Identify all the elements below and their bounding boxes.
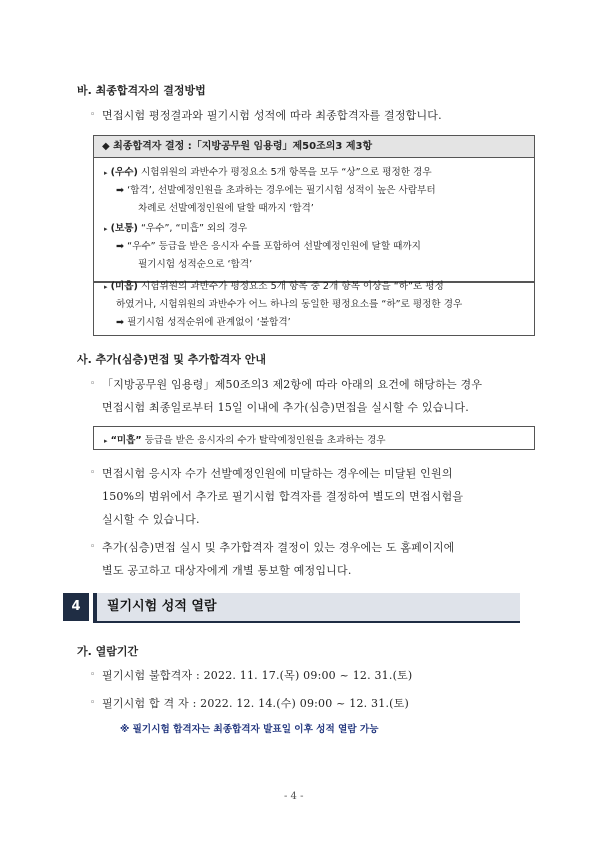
- paragraph-line: 면접시험 최종일로부터 15일 이내에 추가(심층)면접을 실시할 수 있습니다.: [102, 401, 469, 414]
- decision-box: [93, 135, 535, 283]
- triangle-bullet-icon: ▸: [104, 169, 108, 177]
- item-text: “우수”, “미흡” 외의 경우: [137, 223, 248, 234]
- decision-box-lower: [93, 275, 535, 336]
- note-text: ※ 필기시험 합격자는 최종합격자 발표일 이후 성적 열람 가능: [120, 724, 379, 735]
- circle-bullet-icon: ◦: [90, 379, 96, 389]
- sub-text: “우수” 등급을 받은 응시자 수를 포함하여 선발예정인원에 달할 때까지: [127, 241, 421, 252]
- condition-box: [93, 426, 535, 450]
- page-number: - 4 -: [284, 791, 304, 802]
- section-4-header: [63, 593, 520, 621]
- paragraph-line: 추가(심층)면접 실시 및 추가합격자 결정이 있는 경우에는 도 홈페이지에: [102, 541, 455, 554]
- circle-bullet-icon: ◦: [90, 698, 96, 708]
- triangle-bullet-icon: ▸: [104, 283, 108, 291]
- paragraph-text: 면접시험 평정결과와 필기시험 성적에 따라 최종합격자를 결정합니다.: [102, 109, 442, 122]
- section-title-ba: 바. 최종합격자의 결정방법: [77, 84, 206, 97]
- item-poor: [104, 278, 444, 292]
- triangle-bullet-icon: ▸: [104, 225, 108, 233]
- sub-item-cont: 차례로 선발예정인원에 달할 때까지 ‘합격’: [138, 203, 314, 214]
- paragraph-line: 실시할 수 있습니다.: [102, 513, 200, 526]
- paragraph-line: 면접시험 응시자 수가 선발예정인원에 미달하는 경우에는 미달된 인원의: [102, 467, 453, 480]
- item-normal: [104, 220, 247, 234]
- section-title-sa: 사. 추가(심층)면접 및 추가합격자 안내: [77, 353, 266, 366]
- paragraph-line: 150%의 범위에서 추가로 필기시험 합격자를 결정하여 별도의 면접시험을: [102, 490, 464, 503]
- item-excellent: [104, 164, 432, 178]
- paragraph-sa-2: [90, 462, 464, 531]
- paragraph-sa-1: [90, 373, 483, 419]
- arrow-icon: ➡: [116, 185, 125, 196]
- sub-item-cont: 필기시험 성적순으로 ‘합격’: [138, 259, 253, 270]
- triangle-bullet-icon: ▸: [104, 437, 108, 445]
- condition-rest: 등급을 받은 응시자의 수가 탈락예정인원을 초과하는 경우: [141, 435, 386, 446]
- item-poor-cont: 하였거나, 시험위원의 과반수가 어느 하나의 동일한 평정요소를 “하”로 평정한 경우: [116, 299, 463, 310]
- item-text: 시험위원의 과반수가 평정요소 5개 항목 중 2개 항목 이상을 “하”로 평정: [137, 281, 444, 292]
- circle-bullet-icon: ◦: [90, 468, 96, 478]
- section-accent: [93, 593, 97, 621]
- arrow-icon: ➡: [116, 317, 125, 328]
- section-title-ga: 가. 열람기간: [77, 645, 139, 658]
- paragraph-ba: [90, 104, 442, 127]
- paragraph-sa-3: [90, 536, 455, 582]
- period-line-1: [90, 664, 413, 687]
- paragraph-line: 별도 공고하고 대상자에게 개별 통보할 예정입니다.: [102, 564, 352, 577]
- circle-bullet-icon: ◦: [90, 670, 96, 680]
- sub-item: [116, 182, 436, 196]
- period-text: 필기시험 합 격 자 : 2022. 12. 14.(수) 09:00 ~ 12. 31.(토): [102, 697, 409, 710]
- condition-text: [104, 432, 386, 446]
- sub-item: [116, 238, 421, 252]
- paragraph-line: 「지방공무원 임용령」제50조의3 제2항에 따라 아래의 요건에 해당하는 경우: [102, 378, 483, 391]
- item-label: (보통): [110, 223, 138, 234]
- section-title: 필기시험 성적 열람: [107, 599, 217, 614]
- circle-bullet-icon: ◦: [90, 542, 96, 552]
- circle-bullet-icon: ◦: [90, 110, 96, 120]
- sub-text: ‘합격’, 선발예정인원을 초과하는 경우에는 필기시험 성적이 높은 사람부터: [127, 185, 436, 196]
- item-label: (우수): [110, 167, 138, 178]
- arrow-icon: ➡: [116, 241, 125, 252]
- period-text: 필기시험 불합격자 : 2022. 11. 17.(목) 09:00 ~ 12. 31.(토): [102, 669, 413, 682]
- item-label: (미흡): [110, 281, 138, 292]
- item-text: 시험위원의 과반수가 평정요소 5개 항목을 모두 “상”으로 평정한 경우: [137, 167, 432, 178]
- sub-text: 필기시험 성적순위에 관계없이 ‘불합격’: [127, 317, 291, 328]
- sub-item: [116, 314, 291, 328]
- period-line-2: [90, 692, 409, 715]
- condition-bold: “미흡”: [110, 435, 142, 446]
- section-number: 4: [63, 593, 89, 621]
- decision-box-title: ◆ 최종합격자 결정 :「지방공무원 임용령」제50조의3 제3항: [94, 136, 534, 158]
